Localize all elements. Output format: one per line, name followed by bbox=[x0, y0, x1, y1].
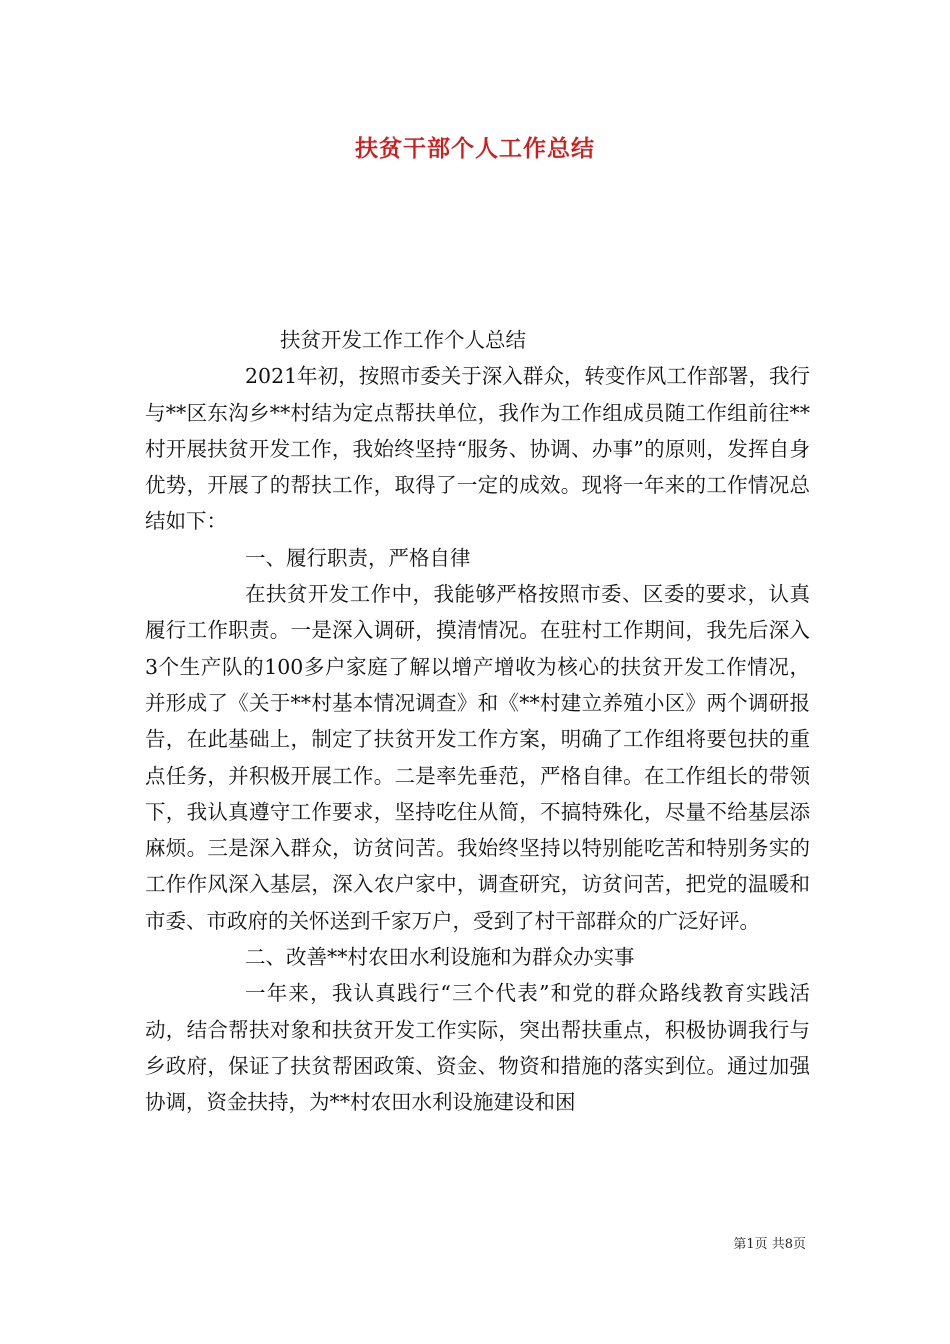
heading-section-2: 二、改善**村农田水利设施和为群众办实事 bbox=[245, 945, 635, 970]
paragraph-intro: 2021年初，按照市委关于深入群众，转变作风工作部署，我行与**区东沟乡**村结为定点帮扶单位，我作为工作组成员随工作组前往**村开展扶贫开发工作，我始终坚持“服务、协调、办事”的原则，发挥自身优势，开展了的帮扶工作，取得了一定的成效。现将一年来的工作情况总结如下： bbox=[145, 364, 810, 534]
page-number: 第1页 共8页 bbox=[733, 1237, 806, 1252]
heading-section-1: 一、履行职责，严格自律 bbox=[245, 545, 471, 570]
section-subtitle: 扶贫开发工作工作个人总结 bbox=[280, 328, 526, 352]
paragraph-section-2: 一年来，我认真践行“三个代表”和党的群众路线教育实践活动，结合帮扶对象和扶贫开发工作实际，突出帮扶重点，积极协调我行与乡政府，保证了扶贫帮困政策、资金、物资和措施的落实到位。通过加强协调，资金扶持，为**村农田水利设施建设和困 bbox=[145, 981, 810, 1115]
paragraph-section-1: 在扶贫开发工作中，我能够严格按照市委、区委的要求，认真履行工作职责。一是深入调研，摸清情况。在驻村工作期间，我先后深入3个生产队的100多户家庭了解以增产增收为核心的扶贫开发工作情况，并形成了《关于**村基本情况调查》和《**村建立养殖小区》两个调研报告，在此基础上，制定了扶贫开发工作方案，明确了工作组将要包扶的重点任务，并积极开展工作。二是率先垂范，严格自律。在工作组长的带领下，我认真遵守工作要求，坚持吃住从简，不搞特殊化，尽量不给基层添麻烦。三是深入群众，访贫问苦。我始终坚持以特别能吃苦和特别务实的工作作风深入基层，深入农户家中，调查研究，访贫问苦，把党的温暖和市委、市政府的关怀送到千家万户，受到了村干部群众的广泛好评。 bbox=[145, 582, 810, 933]
document-body bbox=[145, 322, 810, 1121]
document-title: 扶贫干部个人工作总结 bbox=[355, 136, 595, 162]
